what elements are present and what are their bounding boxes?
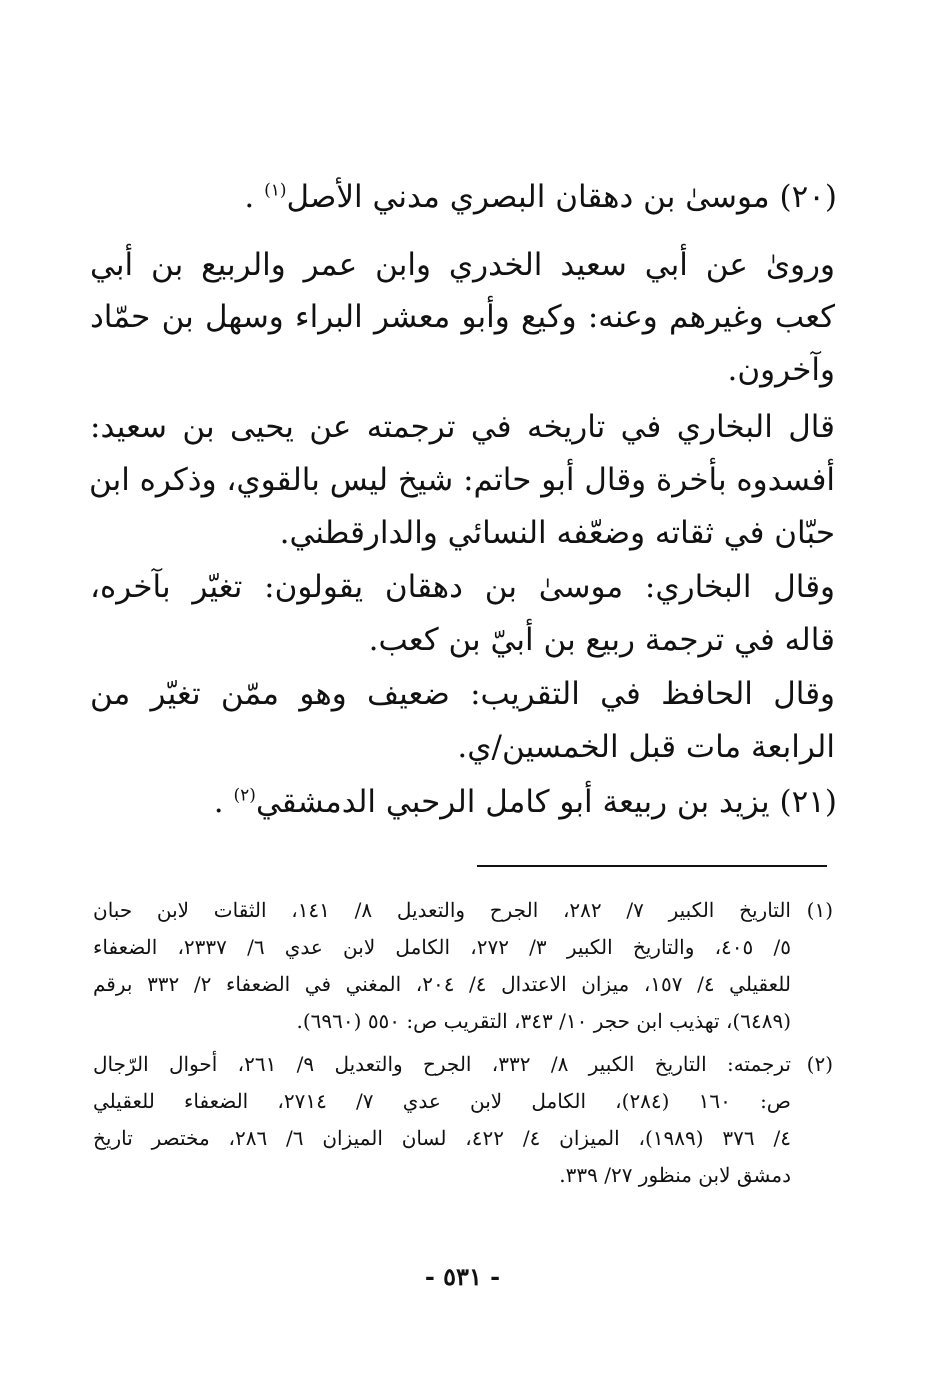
footnote-2-number: (٢) [806, 1052, 833, 1076]
body-line-9: قاله في ترجمة ربيع بن أبيّ بن كعب. [368, 622, 835, 658]
footnote-1-line-1: (١) التاريخ الكبير ٧/ ٢٨٢، الجرح والتعديل ٨/ ١٤١، الثقات لابن حبان [93, 893, 833, 927]
footnote-mark-1: (١) [264, 180, 287, 201]
body-line-3: كعب وغيرهم وعنه: وكيع وأبو معشر البراء وسهل بن حمّاد [90, 299, 835, 335]
footnote-2-line-3: ٤/ ٣٧٦ (١٩٨٩)، الميزان ٤/ ٤٢٢، لسان الميزان ٦/ ٢٨٦، مختصر تاريخ [93, 1126, 791, 1150]
page-number: - ٥٣١ - [424, 1262, 501, 1291]
body-line-8: وقال البخاري: موسىٰ بن دهقان يقولون: تغيّر بآخره، [90, 569, 835, 605]
body-line-2: ورویٰ عن أبي سعيد الخدري وابن عمر والربيع بن أبي [90, 247, 835, 283]
body-line-6: أفسدوه بأخرة وقال أبو حاتم: شيخ ليس بالقوي، وذكره ابن [88, 462, 835, 498]
body-line-10: وقال الحافظ في التقريب: ضعيف وهو ممّن تغيّر من [90, 676, 835, 712]
footnote-2-line-4: دمشق لابن منظور ٢٧/ ٣٣٩. [559, 1163, 791, 1187]
footnote-mark-2: (٢) [233, 785, 256, 806]
footnote-1-line-3: للعقيلي ٤/ ١٥٧، ميزان الاعتدال ٤/ ٢٠٤، المغني في الضعفاء ٢/ ٣٣٢ برقم [93, 972, 791, 996]
footnote-1-number: (١) [806, 898, 833, 922]
footnote-2-line-2: ص: ١٦٠ (٢٨٤)، الكامل لابن عدي ٧/ ٢٧١٤، الضعفاء للعقيلي [93, 1089, 791, 1113]
body-line-7: حبّان في ثقاته وضعّفه النسائي والدارقطني. [279, 515, 835, 551]
entry-20-heading: (٢٠) موسىٰ بن دهقان البصري مدني الأصل$^{(١)}$ . [244, 179, 837, 215]
entry-21-heading: (٢١) يزيد بن ربيعة أبو كامل الرحبي الدمشقي$^{(٢)}$ . [213, 784, 837, 820]
footnote-2-line-1: (٢) ترجمته: التاريخ الكبير ٨/ ٣٣٢، الجرح والتعديل ٩/ ٢٦١، أحوال الرّجال [93, 1047, 833, 1081]
footnote-1-line-4: (٦٤٨٩)، تهذيب ابن حجر ١٠/ ٣٤٣، التقريب ص: ٥٥٠ (٦٩٦٠). [296, 1009, 791, 1033]
body-line-11: الرابعة مات قبل الخمسين/ي. [457, 729, 835, 765]
footnote-separator [477, 865, 827, 867]
footnote-1-line-2: ٥/ ٤٠٥، والتاريخ الكبير ٣/ ٢٧٢، الكامل لابن عدي ٦/ ٢٣٣٧، الضعفاء [93, 935, 791, 959]
body-line-4: وآخرون. [727, 352, 835, 388]
body-line-5: قال البخاري في تاريخه في ترجمته عن يحيى بن سعيد: [90, 409, 835, 445]
